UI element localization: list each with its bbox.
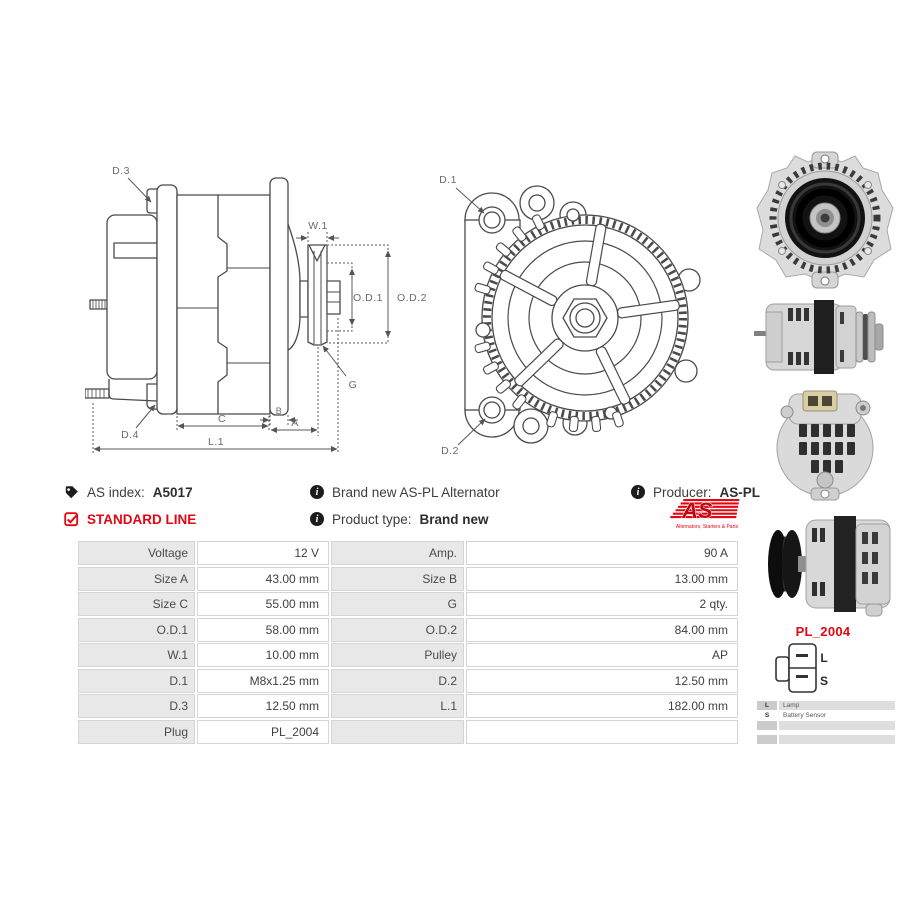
legend-row (757, 701, 895, 710)
checkbox-icon (64, 512, 79, 527)
legend-desc: Battery Sensor (779, 711, 895, 720)
spec-label: Size A (78, 567, 195, 591)
spec-value: 182.00 mm (466, 694, 738, 718)
standard-line-row (64, 511, 196, 527)
spec-value: 12.50 mm (466, 669, 738, 693)
front-view-drawing (425, 158, 725, 468)
legend-row (757, 711, 895, 720)
product-description-row (310, 484, 500, 500)
spec-value (466, 720, 738, 744)
info-icon: i (310, 512, 324, 526)
spec-label: Size C (78, 592, 195, 616)
spec-value: 12.50 mm (197, 694, 329, 718)
as-pl-logo (668, 496, 746, 534)
plug-pin-l: L (820, 651, 828, 665)
spec-label: O.D.1 (78, 618, 195, 642)
legend-row-empty (757, 735, 895, 744)
spec-value: 58.00 mm (197, 618, 329, 642)
spec-label: W.1 (78, 643, 195, 667)
spec-label: D.2 (331, 669, 464, 693)
spec-label: Amp. (331, 541, 464, 565)
legend-row-empty (757, 721, 895, 730)
logo-text: AS (682, 498, 713, 523)
dim-label-a: A (291, 417, 299, 429)
photo-side-right (752, 292, 898, 382)
standard-line-label: STANDARD LINE (87, 511, 197, 527)
photo-side-left (748, 504, 898, 622)
spec-label: O.D.2 (331, 618, 464, 642)
as-index-label: AS index: (87, 484, 145, 500)
spec-value: M8x1.25 mm (197, 669, 329, 693)
dim-label-w1: W.1 (308, 220, 328, 232)
dim-label-d2: D.2 (441, 445, 459, 457)
dim-label-d3: D.3 (112, 165, 130, 177)
as-index-value: A5017 (152, 484, 193, 500)
product-type-value: Brand new (419, 511, 489, 527)
as-index-row (64, 484, 193, 500)
product-type-label: Product type: (332, 511, 412, 527)
spec-value: 84.00 mm (466, 618, 738, 642)
spec-label: Plug (78, 720, 195, 744)
dim-label-od1: O.D.1 (353, 292, 383, 304)
spec-label: Pulley (331, 643, 464, 667)
spec-label: D.3 (78, 694, 195, 718)
spec-label: D.1 (78, 669, 195, 693)
spec-label: L.1 (331, 694, 464, 718)
dim-label-d4: D.4 (121, 429, 139, 441)
photo-front-pulley (752, 150, 898, 290)
spec-label: Voltage (78, 541, 195, 565)
legend-desc: Lamp (779, 701, 895, 710)
dim-label-od2: O.D.2 (397, 292, 427, 304)
dim-label-b: B (275, 406, 283, 416)
spec-value: 90 A (466, 541, 738, 565)
spec-value: 12 V (197, 541, 329, 565)
spec-value: 10.00 mm (197, 643, 329, 667)
producer-value: AS-PL (719, 484, 761, 500)
dim-label-g: G (348, 379, 358, 391)
tag-icon (64, 485, 79, 500)
dim-label-d1: D.1 (439, 174, 457, 186)
plug-code: PL_2004 (795, 624, 851, 639)
spec-label (331, 720, 464, 744)
spec-value: 43.00 mm (197, 567, 329, 591)
product-description: Brand new AS-PL Alternator (332, 484, 500, 500)
logo-tagline: Alternators, Starters & Parts (675, 524, 739, 530)
plug-diagram (772, 641, 836, 697)
front-view-labels (439, 174, 459, 457)
spec-value: 55.00 mm (197, 592, 329, 616)
spec-label: Size B (331, 567, 464, 591)
side-view-drawing (85, 158, 435, 468)
dim-label-c: C (217, 413, 227, 425)
info-icon: i (631, 485, 645, 499)
product-type-row (310, 511, 489, 527)
photo-rear (755, 384, 895, 502)
spec-value: 2 qty. (466, 592, 738, 616)
producer-label: Producer: (653, 484, 712, 500)
plug-legend (757, 701, 895, 745)
alternator-side-outline (85, 178, 340, 415)
info-icon: i (310, 485, 324, 499)
spec-label: G (331, 592, 464, 616)
spec-value: 13.00 mm (466, 567, 738, 591)
spec-value: AP (466, 643, 738, 667)
spec-table (78, 541, 738, 744)
legend-pin: S (757, 711, 777, 720)
dim-label-l1: L.1 (207, 436, 225, 448)
legend-pin: L (757, 701, 777, 710)
spec-value: PL_2004 (197, 720, 329, 744)
plug-pin-s: S (819, 674, 829, 688)
